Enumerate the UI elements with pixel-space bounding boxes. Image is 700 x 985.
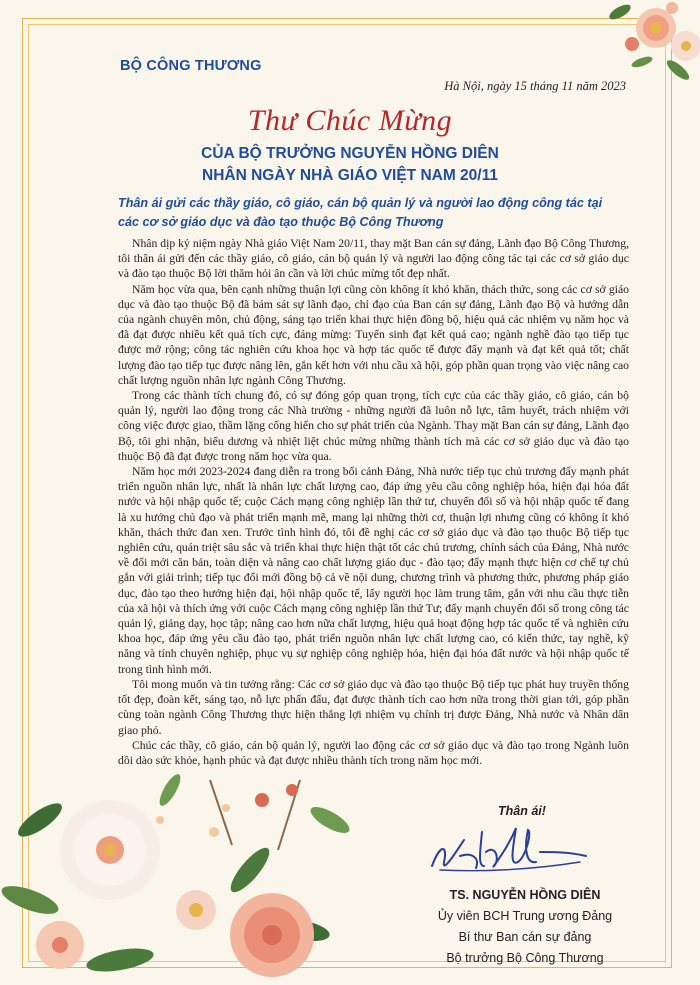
closing-greeting: Thân ái! — [498, 804, 546, 818]
floral-decoration-bottom — [0, 760, 420, 985]
letter-title: Thư Chúc Mừng — [247, 104, 453, 137]
signer-title-line-3: Bộ trưởng Bộ Công Thương — [446, 951, 604, 965]
signer-name: TS. NGUYỄN HỒNG DIÊN — [449, 888, 601, 902]
ministry-name: BỘ CÔNG THƯƠNG — [120, 58, 262, 74]
paragraph: Nhân dịp kỷ niệm ngày Nhà giáo Việt Nam 20/11, thay mặt Ban cán sự đảng, Lãnh đạo Bộ Công Thương, tôi thân ái gửi đến các thầy giáo, cô giáo, cán bộ quản lý và người lao động công tác tại các cơ sở giáo dục và đào tạo thuộc Bộ lời thăm hỏi ân cần và lời chúc mừng tốt đẹp nhất. — [118, 237, 629, 281]
letter-date: Hà Nội, ngày 15 tháng 11 năm 2023 — [444, 79, 626, 93]
subtitle-line-1: CỦA BỘ TRƯỞNG NGUYỄN HỒNG DIÊN — [201, 145, 499, 162]
signer-title-line-1: Ủy viên BCH Trung ương Đảng — [437, 909, 613, 923]
paragraph: Chúc các thầy, cô giáo, cán bộ quản lý, người lao động các cơ sở giáo dục và đào tạo trong Ngành luôn dồi dào sức khỏe, hạnh phúc và đạt được nhiều thành tích trong năm học mới. — [118, 738, 629, 767]
paragraph: Năm học vừa qua, bên cạnh những thuận lợi cũng còn không ít khó khăn, thách thức, song các cơ sở giáo dục và đào tạo thuộc Bộ đã bám sát sự lãnh đạo, chỉ đạo của Ban cán sự đảng, Lãnh đạo Bộ và hướng dẫn của ngành chuyên môn, chủ động, sáng tạo triển khai thực hiện đồng bộ, hiệu quả các nhiệm vụ năm học và đã đạt được nhiều kết quả tích cực, đáng mừng: Tuyển sinh đạt kết quả cao; ngành nghề đào tạo tiếp tục được mở rộng; công tác nghiên cứu khoa học và hợp tác quốc tế được đẩy mạnh và đạt kết quả tốt; chất lượng đào tạo tiếp tục được nâng lên, gắn kết hơn với nhu cầu xã hội, góp phần quan trọng vào việc nâng cao chất lượng nguồn nhân lực ngành Công Thương. — [118, 282, 629, 387]
paragraph: Trong các thành tích chung đó, có sự đóng góp quan trọng, tích cực của các thầy giáo, cô giáo, cán bộ quản lý, người lao động trong các Nhà trường - những người đã luôn nỗ lực, tâm huyết, trách nhiệm với công việc được giao, thầm lặng cống hiến cho sự phát triển của Ngành. Thay mặt Ban cán sự đảng, Lãnh đạo Bộ, tôi ghi nhận, biểu dương và nhiệt liệt chúc mừng những thành tích mà các cơ sở giáo dục và đào tạo thuộc Bộ đã đạt được trong năm học vừa qua. — [118, 389, 629, 463]
subtitle-line-2: NHÂN NGÀY NHÀ GIÁO VIỆT NAM 20/11 — [202, 167, 498, 184]
letter-body — [118, 236, 629, 768]
signer-title-line-2: Bí thư Ban cán sự đảng — [458, 930, 592, 944]
paragraph: Năm học mới 2023-2024 đang diễn ra trong bối cảnh Đảng, Nhà nước tiếp tục chủ trương đẩy mạnh phát triển nguồn nhân lực, nhất là nhân lực chất lượng cao, đáp ứng yêu cầu công nghiệp hóa, hiện đại hóa đất nước và hội nhập quốc tế; cuộc Cách mạng công nghiệp lần thứ tư, chuyển đổi số và hội nhập quốc tế đang là xu hướng chủ đạo và phát triển mạnh mẽ, mang lại những thời cơ, thuận lợi nhưng cũng có không ít khó khăn, thách thức đan xen. Trước tình hình đó, tôi đề nghị các cơ sở giáo dục và đào tạo thuộc Bộ tiếp tục nghiên cứu, quán triệt sâu sắc và triển khai thực hiện thật tốt các chủ trương, chính sách của Đảng, Nhà nước về đổi mới căn bản, toàn diện và nâng cao chất lượng giáo dục - đào tạo; đẩy mạnh thực hiện cơ chế tự chủ gắn với giải trình; tiếp tục đổi mới đồng bộ cả về nội dung, chương trình và phương thức, phương pháp giáo dục, đào tạo theo hướng hiện đại, hội nhập quốc tế, lấy người học làm trung tâm, gắn với nhu cầu thực tiễn của xã hội và thích ứng với cuộc Cách mạng công nghiệp lần thứ Tư; đẩy mạnh chuyển đổi số trong công tác quản lý, giảng dạy, học tập; nâng cao hơn nữa chất lượng, hiệu quả hoạt động hợp tác quốc tế và nghiên cứu khoa học, đáp ứng yêu cầu đào tạo, phát triển nguồn nhân lực chất lượng cao, có kiến thức, tay nghề, kỹ năng và tính chuyên nghiệp, phục vụ sự nghiệp công nghiệp hóa, hiện đại hóa đất nước và hội nhập quốc tế trong tình hình mới. — [118, 465, 629, 676]
signature — [420, 822, 590, 880]
greeting: Thân ái gửi các thầy giáo, cô giáo, cán bộ quản lý và người lao động công tác tại các cơ sở giáo dục và đào tạo thuộc Bộ Công Thương — [118, 196, 603, 229]
paragraph: Tôi mong muốn và tin tưởng rằng: Các cơ sở giáo dục và đào tạo thuộc Bộ tiếp tục phát huy truyền thống tốt đẹp, đoàn kết, sáng tạo, nỗ lực phấn đấu, đạt được thành tích cao hơn nữa trong thời gian tới, góp phần cùng toàn ngành Công Thương thực hiện thắng lợi nhiệm vụ chính trị được Đảng, Nhà nước và Nhân dân giao phó. — [118, 677, 629, 737]
